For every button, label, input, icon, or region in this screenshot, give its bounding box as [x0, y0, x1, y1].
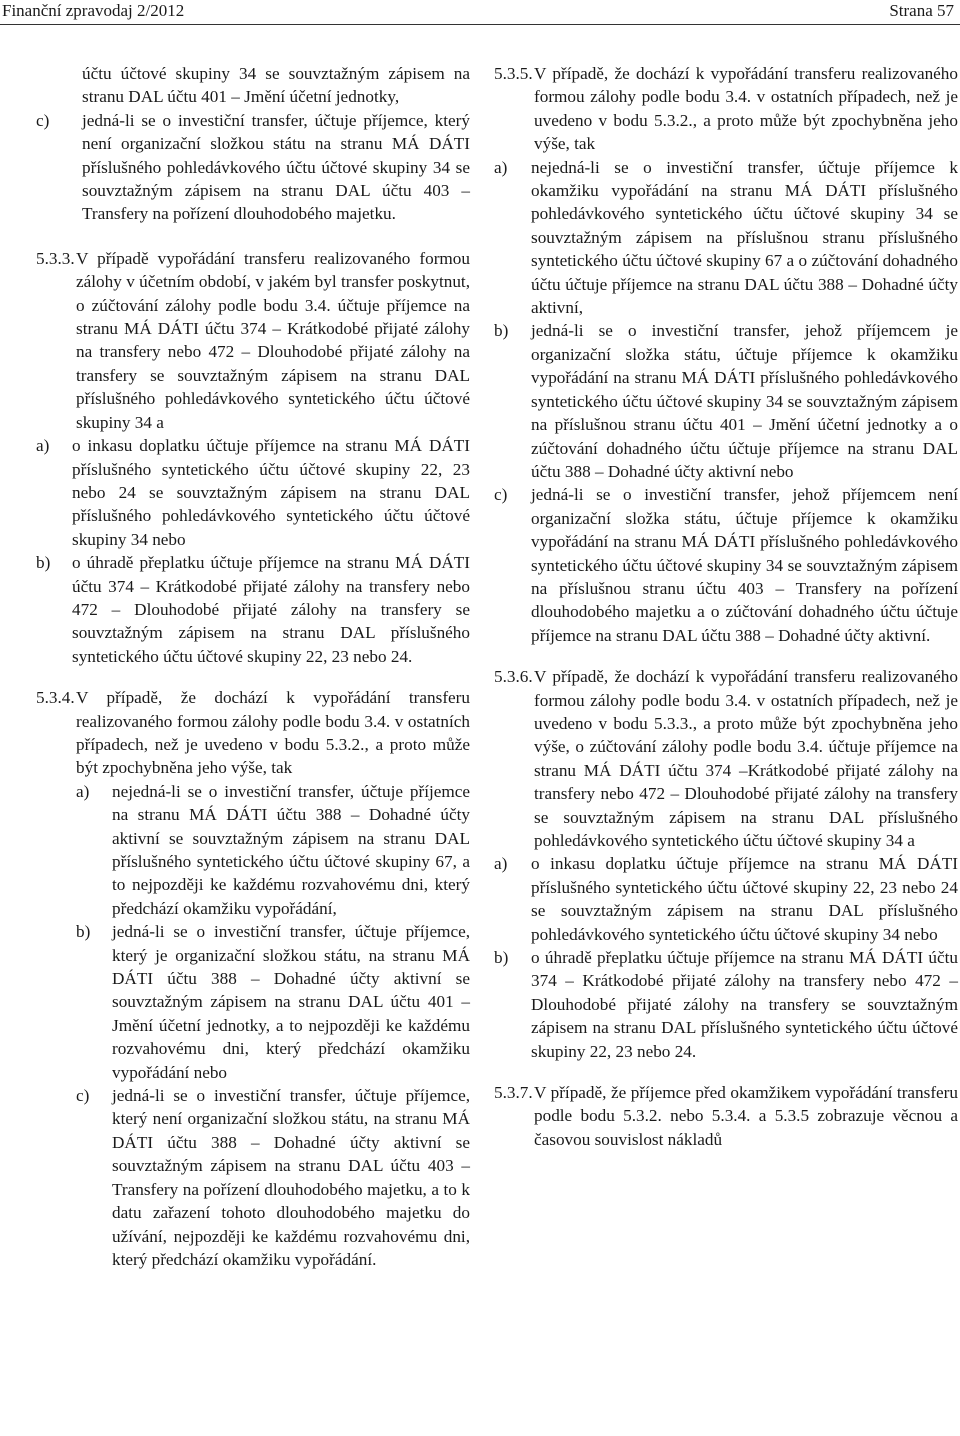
- section-text: V případě, že příjemce před okamžikem vypořádání transferu podle bodu 5.3.2. nebo 5.3.4. a 5.3.5 zobrazuje věcnou a časovou souvislost nákladů: [534, 1083, 958, 1149]
- item-label: b): [76, 922, 91, 942]
- item-text: jedná-li se o investiční transfer, účtuje příjemce, který není organizační složkou státu na stranu MÁ DÁTI příslušného pohledávkového účtu účtové skupiny 34 se souvztažným zápisem na stranu DAL účtu 403 – Transfery na pořízení dlouhodobého majetku.: [82, 110, 470, 224]
- header-rule: [0, 24, 960, 25]
- item-text: jedná-li se o investiční transfer, účtuje příjemce, který je organizační složkou státu, na stranu MÁ DÁTI účtu 388 – Dohadné účty aktivní se souvztažným zápisem na stranu DAL účtu 401 – Jmění účetní jednotky, a to nejpozději ke každému rozvahovému dni, který předchází okamžiku vypořádání nebo: [112, 922, 470, 1082]
- section-number: 5.3.6.: [494, 667, 533, 687]
- section-number: 5.3.7.: [494, 1083, 533, 1103]
- list-item: [36, 109, 470, 226]
- item-label: c): [494, 485, 508, 505]
- list-item: [76, 1084, 470, 1271]
- item-label: b): [494, 948, 509, 968]
- section-text: V případě vypořádání transferu realizovaného formou zálohy v účetním období, v jakém byl transfer poskytnut, o zúčtování zálohy podle bodu 3.4. účtuje příjemce na stranu MÁ DÁTI účtu 374 – Krátkodobé přijaté zálohy na transfery nebo 472 – Dlouhodobé přijaté zálohy na transfery se souvztažným zápisem na stranu DAL příslušného pohledávkového syntetického účtu účtové skupiny 34 a: [76, 248, 470, 432]
- item-label: b): [494, 321, 509, 341]
- item-label: a): [36, 436, 50, 456]
- item-text: o inkasu doplatku účtuje příjemce na stranu MÁ DÁTI příslušného syntetického účtu účtové skupiny 22, 23 nebo 24 se souvztažným zápisem na stranu DAL příslušného pohledávkového syntetického účtu účtové skupiny 34 nebo: [72, 436, 470, 549]
- item-label: c): [36, 110, 50, 130]
- list-item: [36, 551, 470, 668]
- item-text: o úhradě přeplatku účtuje příjemce na stranu MÁ DÁTI účtu 374 – Krátkodobé přijaté zálohy na transfery nebo 472 – Dlouhodobé přijaté zálohy na transfery se souvztažným zápisem na stranu DAL příslušného syntetického účtu účtové skupiny 22, 23 nebo 24.: [531, 948, 958, 1061]
- right-column: [494, 62, 958, 1169]
- section-number: 5.3.5.: [494, 64, 533, 83]
- item-label: b): [36, 553, 51, 573]
- section-5-3-7: [494, 1081, 958, 1151]
- list-item: [36, 434, 470, 551]
- item-text: jedná-li se o investiční transfer, jehož příjemcem je organizační složka státu, účtuje příjemce k okamžiku vypořádání na stranu MÁ DÁTI příslušného pohledávkového syntetického účtu účtové skupiny 34 se souvztažným zápisem na příslušnou stranu účtu 401 – Jmění účetní jednotky a o zúčtování dohadného účtu účtuje příjemce na stranu DAL účtu 388 – Dohadné účty aktivní nebo: [531, 321, 958, 481]
- list-item: [494, 319, 958, 483]
- page-header: [0, 0, 960, 26]
- section-text: V případě, že dochází k vypořádání transferu realizovaného formou zálohy podle bodu 3.4. v ostatních případech, než je uvedeno v bodu 5.3.2., a proto může být zpochybněna jeho výše, tak: [534, 64, 958, 154]
- item-label: a): [494, 854, 508, 874]
- item-label: c): [76, 1086, 90, 1106]
- item-label: a): [494, 157, 508, 177]
- item-text: nejedná-li se o investiční transfer, účtuje příjemce k okamžiku vypořádání na stranu MÁ DÁTI příslušného pohledávkového syntetického účtu účtové skupiny 34 se souvztažným zápisem na příslušnou stranu příslušného syntetického účtu účtové skupiny 67 a o zúčtování dohadného účtu účtuje příjemce na stranu DAL účtu 388 – Dohadné účty aktivní,: [531, 157, 958, 318]
- list-item: [76, 780, 470, 920]
- page-number: Strana 57: [889, 1, 954, 20]
- continuation-text: účtu účtové skupiny 34 se souvztažným zápisem na stranu DAL účtu 401 – Jmění účetní jednotky,: [82, 64, 470, 107]
- section-text: V případě, že dochází k vypořádání transferu realizovaného formou zálohy podle bodu 3.4. v ostatních případech, než je uvedeno v bodu 5.3.3., a proto může být zpochybněna jeho výše, o zúčtování zálohy podle bodu 3.4. účtuje příjemce na stranu MÁ DÁTI účtu 374 –Krátkodobé přijaté zálohy na transfery nebo 472 – Dlouhodobé přijaté zálohy na transfery se souvztažným zápisem na stranu DAL příslušného pohledávkového syntetického účtu účtové skupiny 34 a: [534, 667, 958, 850]
- item-text: jedná-li se o investiční transfer, účtuje příjemce, který není organizační složkou státu, na stranu MÁ DÁTI účtu 388 – Dohadné účty aktivní se souvztažným zápisem na stranu DAL účtu 403 – Transfery na pořízení dlouhodobého majetku, a to k datu zařazení tohoto dlouhodobého majetku do užívání, nejpozději ke každému rozvahovému dni, který předchází okamžiku vypořádání.: [112, 1086, 470, 1269]
- continuation-block: [36, 62, 470, 226]
- list-item: [494, 946, 958, 1063]
- section-5-3-3: [36, 247, 470, 668]
- item-text: jedná-li se o investiční transfer, jehož příjemcem není organizační složka státu, účtuje příjemce k okamžiku vypořádání na stranu MÁ DÁTI příslušného pohledávkového syntetického účtu účtové skupiny 34 se souvztažným zápisem na příslušnou stranu účtu 403 – Transfery na pořízení dlouhodobého majetku a o zúčtování dohadného účtu účtuje příjemce na stranu DAL účtu 388 – Dohadné účty aktivní.: [531, 485, 958, 645]
- section-5-3-6: [494, 665, 958, 1063]
- section-number: 5.3.4.: [36, 688, 75, 708]
- item-text: nejedná-li se o investiční transfer, účtuje příjemce na stranu MÁ DÁTI účtu 388 – Dohadné účty aktivní se souvztažným zápisem na stranu DAL příslušného syntetického účtu účtové skupiny 67, a to nejpozději ke každému rozvahovému dni, který předchází okamžiku vypořádání,: [112, 781, 470, 918]
- item-text: o úhradě přeplatku účtuje příjemce na stranu MÁ DÁTI účtu 374 – Krátkodobé přijaté zálohy na transfery nebo 472 – Dlouhodobé přijaté zálohy na transfery se souvztažným zápisem na stranu DAL příslušného syntetického účtu účtové skupiny 22, 23 nebo 24.: [72, 553, 470, 666]
- item-text: o inkasu doplatku účtuje příjemce na stranu MÁ DÁTI příslušného syntetického účtu účtové skupiny 22, 23 nebo 24 se souvztažným zápisem na stranu DAL příslušného pohledávkového syntetického účtu účtové skupiny 34 nebo: [531, 854, 958, 944]
- section-text: V případě, že dochází k vypořádání transferu realizovaného formou zálohy podle bodu 3.4. v ostatních případech, než je uvedeno v bodu 5.3.2., a proto může být zpochybněna jeho výše, tak: [76, 688, 470, 778]
- section-5-3-4: [36, 686, 470, 1271]
- section-5-3-5: [494, 62, 958, 647]
- list-item: [494, 156, 958, 320]
- journal-title: Finanční zpravodaj 2/2012: [2, 1, 185, 20]
- left-column: [36, 62, 470, 1289]
- list-item: [76, 920, 470, 1084]
- list-item: [494, 852, 958, 946]
- section-number: 5.3.3.: [36, 248, 75, 268]
- list-item: [494, 483, 958, 647]
- item-label: a): [76, 781, 90, 801]
